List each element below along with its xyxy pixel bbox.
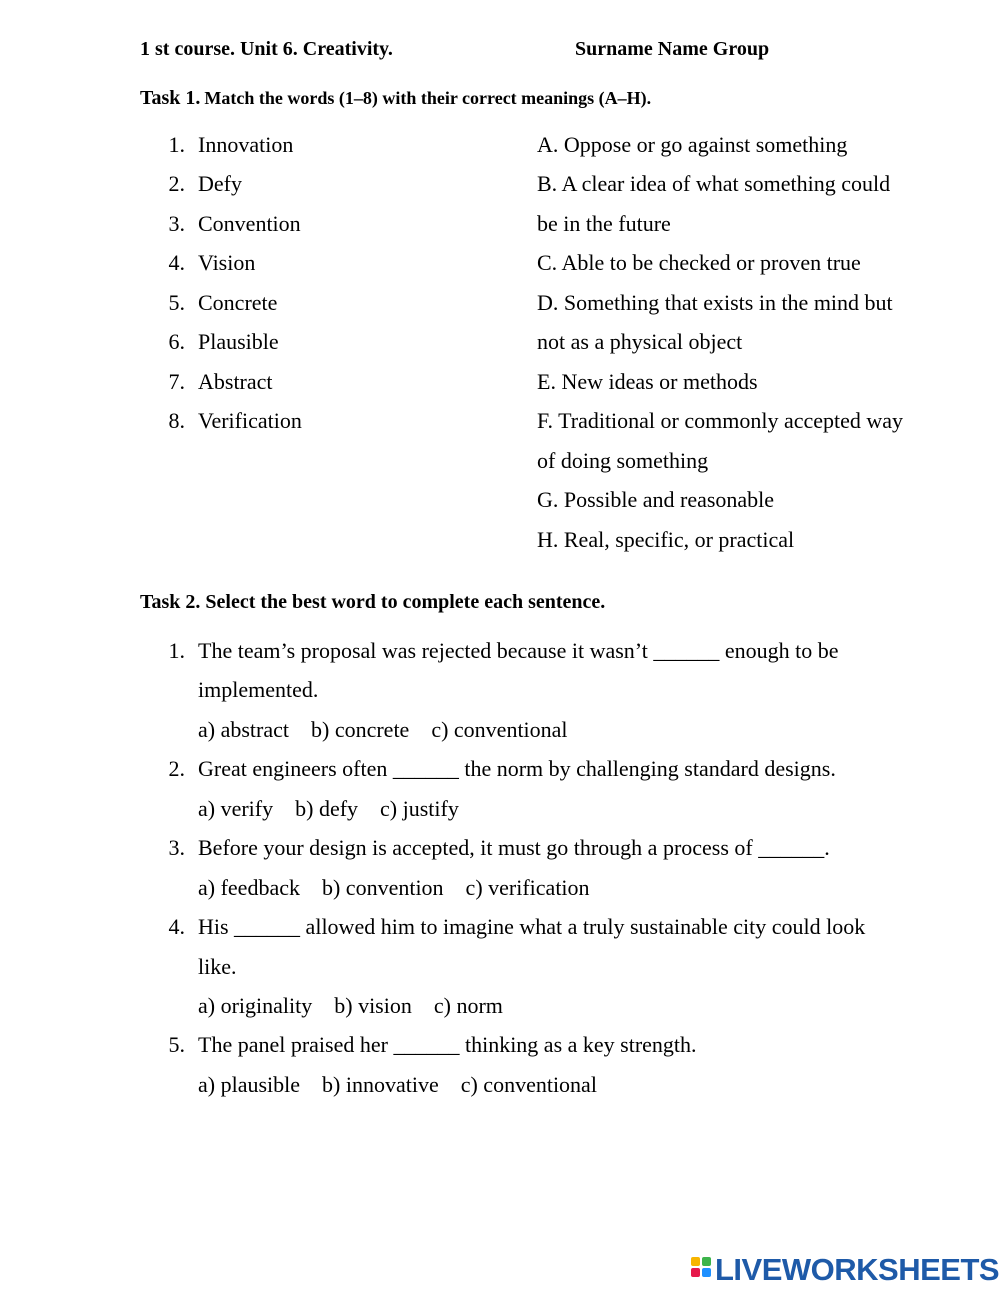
meaning-line: D. Something that exists in the mind but <box>537 290 893 315</box>
answer-options: a) originality b) vision c) norm <box>198 993 503 1018</box>
question-text: The panel praised her ______ thinking as a key strength. <box>198 1032 697 1057</box>
answer-options: a) plausible b) innovative c) conventional <box>198 1072 597 1097</box>
word: Concrete <box>198 290 278 315</box>
task1-heading <box>140 86 651 110</box>
word: Convention <box>198 211 301 236</box>
question-text: His ______ allowed him to imagine what a truly sustainable city could look <box>198 914 866 939</box>
question-text: Before your design is accepted, it must go through a process of ______. <box>198 835 830 860</box>
question-item: 2. Great engineers often ______ the norm by challenging standard designs. <box>168 756 836 781</box>
word: Abstract <box>198 369 273 394</box>
list-item: 8. Verification <box>168 408 302 433</box>
word: Defy <box>198 171 242 196</box>
meaning-line: not as a physical object <box>537 329 743 354</box>
task1-instruction: Match the words (1–8) with their correct meanings (A–H). <box>204 88 652 108</box>
question-text: The team’s proposal was rejected because it wasn’t ______ enough to be <box>198 638 839 663</box>
list-item: 7. Abstract <box>168 369 273 394</box>
task1-label: Task 1. <box>140 87 201 109</box>
word: Verification <box>198 408 302 433</box>
meaning-line: A. Oppose or go against something <box>537 132 848 157</box>
word: Innovation <box>198 132 294 157</box>
list-item: 6. Plausible <box>168 329 279 354</box>
question-item: 5. The panel praised her ______ thinking as a key strength. <box>168 1032 697 1057</box>
word: Plausible <box>198 329 279 354</box>
meaning-line: F. Traditional or commonly accepted way <box>537 408 904 433</box>
question-item: 3. Before your design is accepted, it must go through a process of ______. <box>168 835 830 860</box>
answer-options: a) feedback b) convention c) verification <box>198 875 590 900</box>
list-item: 5. Concrete <box>168 290 278 315</box>
meaning-line: H. Real, specific, or practical <box>537 527 795 552</box>
question-text: Great engineers often ______ the norm by challenging standard designs. <box>198 756 836 781</box>
meaning-line: B. A clear idea of what something could <box>537 171 891 196</box>
list-item: 1. Innovation <box>168 132 294 157</box>
list-item: 2. Defy <box>168 171 242 196</box>
meaning-line: G. Possible and reasonable <box>537 487 775 512</box>
liveworksheets-logo-icon <box>691 1255 713 1285</box>
course-title: 1 st course. Unit 6. Creativity. <box>140 38 393 60</box>
answer-options: a) verify b) defy c) justify <box>198 796 459 821</box>
liveworksheets-logo[interactable] <box>691 1253 999 1287</box>
meaning-line: be in the future <box>537 211 671 236</box>
meaning-line: C. Able to be checked or proven true <box>537 250 861 275</box>
question-text-continued: like. <box>198 954 237 979</box>
question-item: 1. The team’s proposal was rejected because it wasn’t ______ enough to be <box>168 638 839 663</box>
question-text-continued: implemented. <box>198 677 319 702</box>
question-item: 4. His ______ allowed him to imagine what a truly sustainable city could look <box>168 914 866 939</box>
answer-options: a) abstract b) concrete c) conventional <box>198 717 568 742</box>
word: Vision <box>198 250 256 275</box>
meaning-line: E. New ideas or methods <box>537 369 758 394</box>
task2-heading: Task 2. Select the best word to complete each sentence. <box>140 591 606 613</box>
list-item: 4. Vision <box>168 250 256 275</box>
student-info-label: Surname Name Group <box>575 38 770 60</box>
liveworksheets-logo-text: LIVEWORKSHEETS <box>715 1252 1000 1287</box>
list-item: 3. Convention <box>168 211 301 236</box>
meaning-line: of doing something <box>537 448 709 473</box>
